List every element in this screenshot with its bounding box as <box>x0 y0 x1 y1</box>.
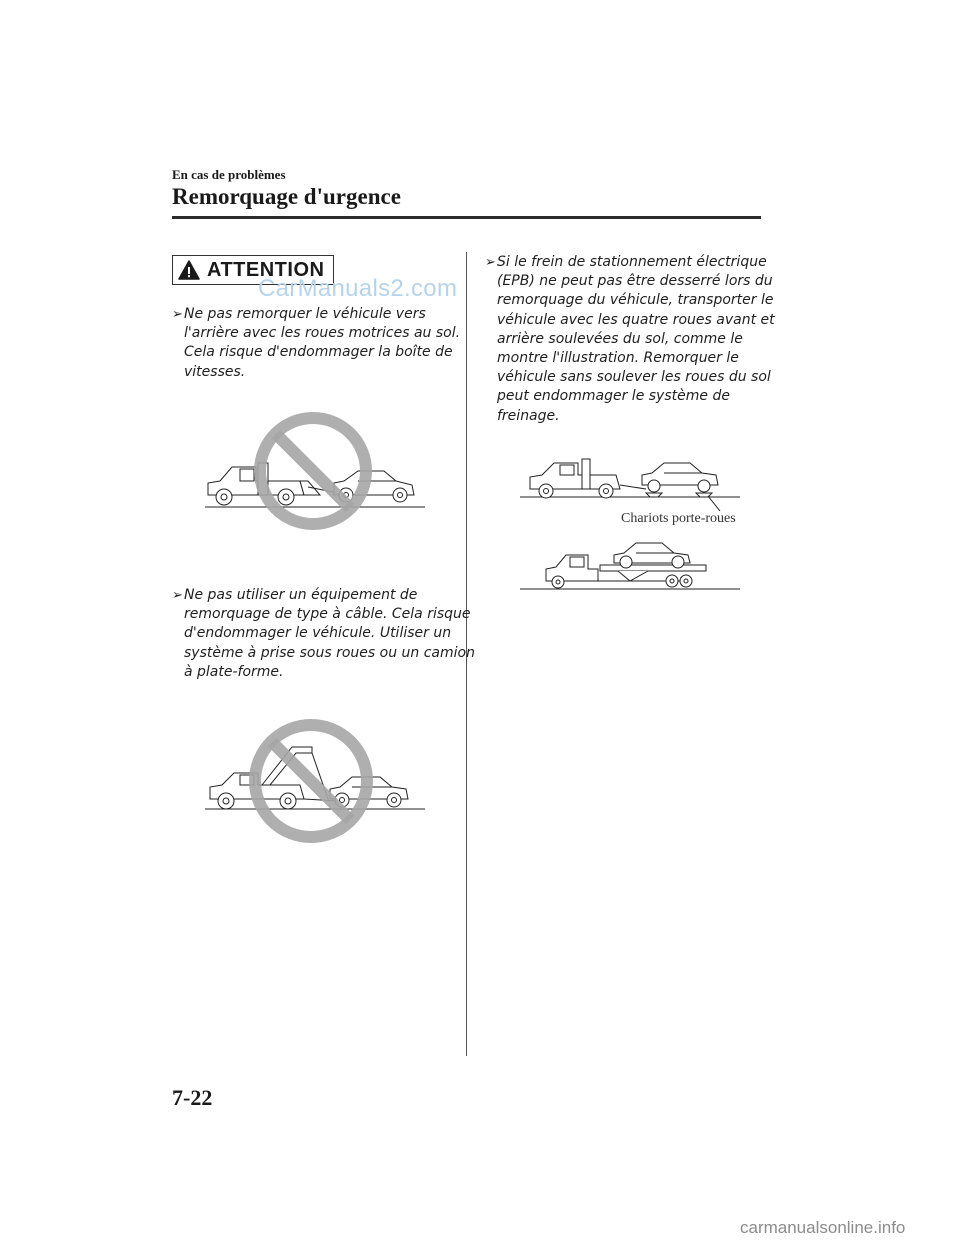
text-line: Si le frein de stationnement électrique <box>497 254 767 270</box>
bullet-arrow-icon: ➢ <box>485 255 496 270</box>
title-rule <box>172 216 761 219</box>
text-line: montre l'illustration. Remorquer le <box>497 350 739 367</box>
text-line: à plate-forme. <box>184 663 284 680</box>
epb-towing-note <box>485 253 775 426</box>
text-line: vitesses. <box>184 363 246 380</box>
text-line: l'arrière avec les roues motrices au sol. <box>184 325 461 342</box>
bullet-arrow-icon: ➢ <box>172 307 183 322</box>
text-line: Ne pas utiliser un équipement de <box>184 587 418 603</box>
watermark: CarManuals2.com <box>258 275 458 302</box>
tow-rear-drive-prohibited-illustration <box>200 415 430 540</box>
page-title: Remorquage d'urgence <box>172 184 401 209</box>
page-number: 7-22 <box>172 1085 213 1110</box>
text-line: d'endommager le véhicule. Utiliser un <box>184 625 452 642</box>
text-line: peut endommager le système de <box>497 388 730 405</box>
flatbed-truck-illustration <box>518 535 743 595</box>
warning-triangle-icon <box>178 260 200 280</box>
attention-label: ATTENTION <box>207 258 325 281</box>
text-line: remorquage du véhicule, transporter le <box>497 292 774 309</box>
text-line: remorquage de type à câble. Cela risque <box>184 606 471 623</box>
footer-site: carmanualsonline.info <box>740 1218 906 1237</box>
bullet-arrow-icon: ➢ <box>172 588 183 603</box>
text-line: arrière soulevées du sol, comme le <box>497 330 743 347</box>
section-label: En cas de problèmes <box>172 167 286 182</box>
text-line: véhicule avec les quatre roues avant et <box>497 311 775 328</box>
text-line: Ne pas remorquer le véhicule vers <box>184 306 426 322</box>
text-line: système à prise sous roues ou un camion <box>184 644 475 661</box>
text-line: Cela risque d'endommager la boîte de <box>184 344 453 361</box>
caution-item-cable-tow <box>172 586 475 682</box>
wheel-dolly-caption: Chariots porte-roues <box>621 511 736 526</box>
cable-tow-prohibited-illustration <box>200 717 430 847</box>
text-line: (EPB) ne peut pas être desserré lors du <box>497 273 773 290</box>
caution-item-rear-tow <box>172 305 460 382</box>
text-line: freinage. <box>497 407 560 424</box>
text-line: véhicule sans soulever les roues du sol <box>497 369 771 386</box>
